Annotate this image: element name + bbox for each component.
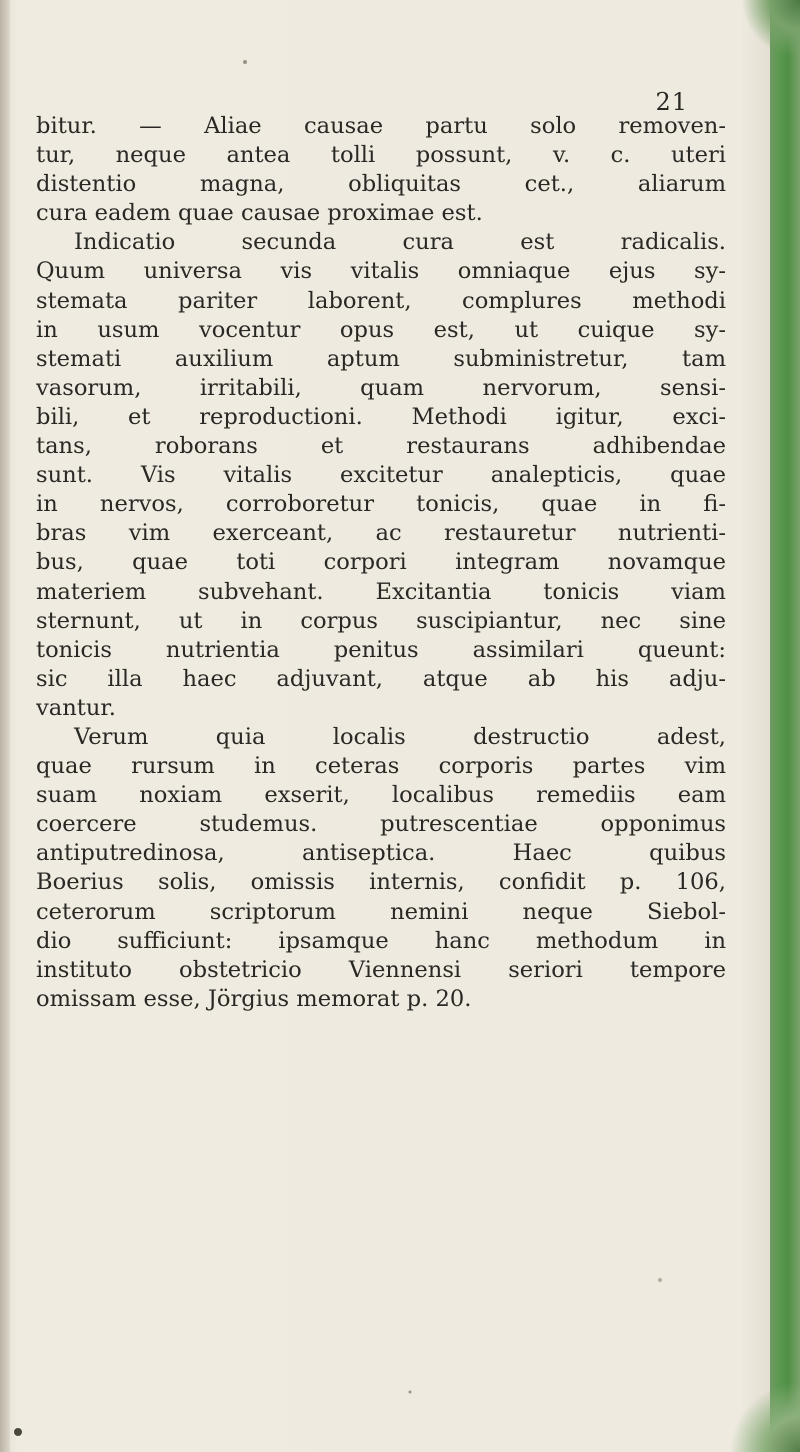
- text-line: tans, roborans et restaurans adhibendae: [36, 433, 726, 460]
- text-line: ceterorum scriptorum nemini neque Siebol-: [36, 898, 726, 925]
- binding-edge-top-stain: [740, 0, 800, 60]
- text-line: bras vim exerceant, ac restauretur nutrienti-: [36, 520, 726, 547]
- text-line: sic illa haec adjuvant, atque ab his adju-: [36, 665, 726, 692]
- text-line: antiputredinosa, antiseptica. Haec quibus: [36, 840, 726, 867]
- text-line: Indicatio secunda cura est radicalis.: [74, 229, 726, 256]
- text-line: sternunt, ut in corpus suscipiantur, nec sine: [36, 607, 726, 634]
- text-line: vasorum, irritabili, quam nervorum, sensi-: [36, 374, 726, 401]
- text-line: in usum vocentur opus est, ut cuique sy-: [36, 316, 726, 343]
- body-text: [36, 112, 726, 1014]
- text-line: bili, et reproductioni. Methodi igitur, exci-: [36, 403, 726, 430]
- binding-edge: [770, 0, 800, 1452]
- text-line: in nervos, corroboretur tonicis, quae in fi-: [36, 491, 726, 518]
- text-line: coercere studemus. putrescentiae opponimus: [36, 811, 726, 838]
- text-line: Boerius solis, omissis internis, confidit p. 106,: [36, 869, 726, 896]
- text-line: instituto obstetricio Viennensi seriori tempore: [36, 956, 726, 983]
- text-line: materiem subvehant. Excitantia tonicis viam: [36, 578, 726, 605]
- text-line: distentio magna, obliquitas cet., aliarum: [36, 171, 726, 198]
- text-line: bus, quae toti corpori integram novamque: [36, 549, 726, 576]
- text-line: Verum quia localis destructio adest,: [74, 723, 726, 750]
- text-line: tur, neque antea tolli possunt, v. c. uteri: [36, 142, 726, 169]
- page-gutter: [0, 0, 10, 1452]
- text-line: bitur. — Aliae causae partu solo removen-: [36, 113, 726, 139]
- text-line: Quum universa vis vitalis omniaque ejus sy-: [36, 258, 726, 285]
- text-line: stemati auxilium aptum subministretur, tam: [36, 345, 726, 372]
- text-line: sunt. Vis vitalis excitetur analepticis, quae: [36, 462, 726, 489]
- text-line: vantur.: [36, 694, 116, 721]
- page-number: 21: [655, 88, 688, 116]
- text-line: suam noxiam exserit, localibus remediis eam: [36, 782, 726, 809]
- text-line: dio sufficiunt: ipsamque hanc methodum in: [36, 927, 726, 954]
- text-line: tonicis nutrientia penitus assimilari queunt:: [36, 636, 726, 663]
- binding-edge-bottom-stain: [730, 1372, 800, 1452]
- text-line: omissam esse, Jörgius memorat p. 20.: [36, 985, 472, 1012]
- text-line: cura eadem quae causae proximae est.: [36, 200, 483, 227]
- text-line: stemata pariter laborent, complures methodi: [36, 287, 726, 314]
- text-line: quae rursum in ceteras corporis partes vim: [36, 753, 726, 780]
